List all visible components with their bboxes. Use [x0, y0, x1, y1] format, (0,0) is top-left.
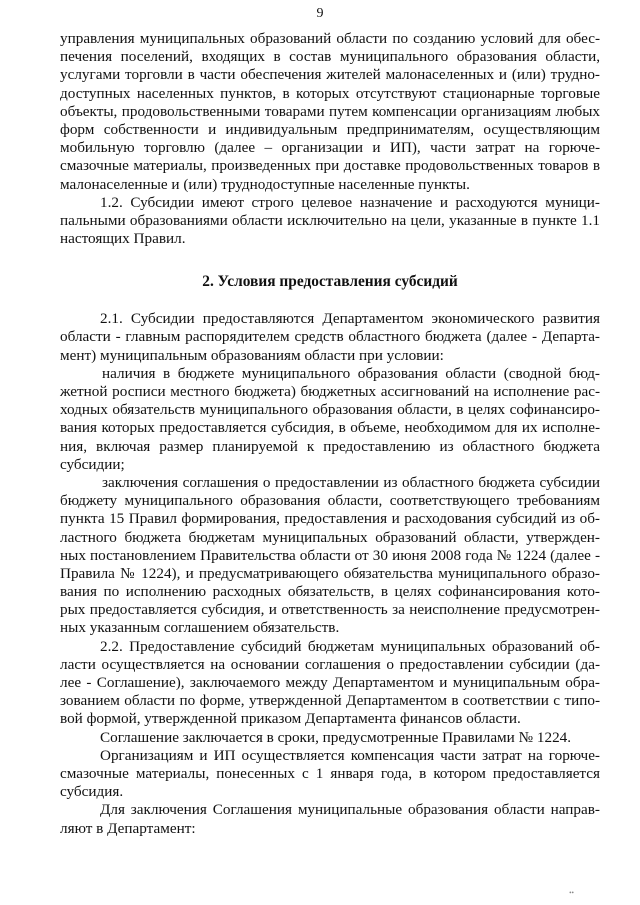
text-line: бюджету муниципального образования области, соответствующего требованиям — [60, 492, 600, 510]
text-line: заключения соглашения о предоставлении из областного бюджета субсидии — [102, 473, 600, 491]
text-line: ласти осуществляется на основании соглашения о предоставлении субсидии (да- — [60, 655, 600, 673]
paragraph — [60, 729, 600, 747]
paragraph — [60, 365, 600, 474]
text-line: 2.2. Предоставление субсидий бюджетам муниципальных образований об- — [100, 637, 600, 655]
text-line: Организациям и ИП осуществляется компенсация части затрат на горюче- — [100, 746, 600, 764]
text-line: услугами торговли в части обеспечения жителей малонаселенных и (или) трудно- — [60, 66, 600, 84]
text-line: области - главным распорядителем средств областного бюджета (далее - Департа- — [60, 328, 600, 346]
text-line: управления муниципальных образований области по созданию условий для обес- — [60, 30, 600, 47]
text-line: 1.2. Субсидии имеют строго целевое назначение и расходуются муници- — [100, 193, 600, 211]
document-body — [60, 30, 600, 838]
paragraph — [60, 194, 600, 249]
text-line: наличия в бюджете муниципального образования области (сводной бюд- — [102, 364, 600, 382]
paragraph — [60, 801, 600, 837]
text-line: Соглашение заключается в сроки, предусмотренные Правилами № 1224. — [100, 728, 572, 746]
paragraph — [60, 474, 600, 638]
text-line: 2.1. Субсидии предоставляются Департаментом экономического развития — [100, 310, 600, 328]
text-line: ходных обязательств муниципального образования области, в целях софинансиро- — [60, 401, 600, 419]
text-line: пункта 15 Правил формирования, предоставления и расходования субсидий из об- — [60, 510, 600, 528]
text-line: объекты, продовольственными товарами путем компенсации организациям любых — [60, 102, 600, 120]
text-line: мент) муниципальным образованиям области при условии: — [60, 346, 444, 364]
text-line: зованием области по форме, утвержденной Департаментом в соответствии с типо- — [60, 692, 600, 710]
text-line: вания по исполнению расходных обязательств, в целях софинансирования кото- — [60, 583, 600, 601]
paragraph — [60, 30, 600, 194]
page-number: 9 — [316, 6, 324, 21]
text-line: смазочные материалы, понесенных с 1 января года, в котором предоставляется — [60, 764, 600, 782]
text-line: настоящих Правил. — [60, 230, 186, 248]
text-line: форм собственности и индивидуальным предпринимателям, осуществляющим — [60, 120, 600, 138]
text-line: ния, включая размер планируемой к предоставлению из областного бюджета — [60, 437, 600, 455]
text-line: доступных населенных пунктов, в которых отсутствуют стационарные торговые — [60, 84, 600, 102]
paragraph — [60, 310, 600, 365]
text-line: субсидия. — [60, 783, 124, 801]
section-heading: 2. Условия предоставления субсидий — [202, 273, 458, 291]
scan-mark: •• — [569, 889, 574, 897]
text-line: жетной росписи местного бюджета) бюджетных ассигнований на исполнение рас- — [60, 383, 600, 400]
text-line: рых предоставляется субсидия, и ответственность за неисполнение предусмотрен- — [60, 601, 600, 619]
text-line: малонаселенные и (или) труднодоступные населенные пункты. — [60, 175, 470, 193]
text-line: субсидии; — [60, 455, 125, 473]
text-line: Для заключения Соглашения муниципальные образования области направ- — [100, 801, 600, 819]
text-line: вой формой, утвержденной приказом Департамента финансов области. — [60, 710, 521, 728]
text-line: ластного бюджета бюджетам муниципальных образований области, утвержден- — [60, 528, 600, 546]
text-line: лее - Соглашение), заключаемого между Департаментом и муниципальным обра- — [60, 674, 600, 691]
text-line: пальными образованиями области исключительно на цели, указанные в пункте 1.1 — [60, 211, 600, 229]
text-line: ляют в Департамент: — [60, 819, 196, 837]
paragraph — [60, 638, 600, 729]
paragraph — [60, 747, 600, 802]
text-line: мобильную торговлю (далее – организации и ИП), части затрат на горюче- — [60, 139, 600, 157]
text-line: ных указанным соглашением обязательств. — [60, 619, 340, 637]
text-line: смазочные материалы, произведенных при доставке продовольственных товаров в — [60, 157, 600, 175]
text-line: печения поселений, входящих в состав муниципального образования области, — [60, 48, 600, 66]
text-line: вания которых предоставляется субсидия, в объеме, необходимом для их исполне- — [60, 419, 600, 437]
text-line: Правила № 1224), и предусматривающего обязательства муниципального образо- — [60, 564, 600, 582]
text-line: ных постановлением Правительства области от 30 июня 2008 года № 1224 (далее - — [60, 546, 600, 564]
